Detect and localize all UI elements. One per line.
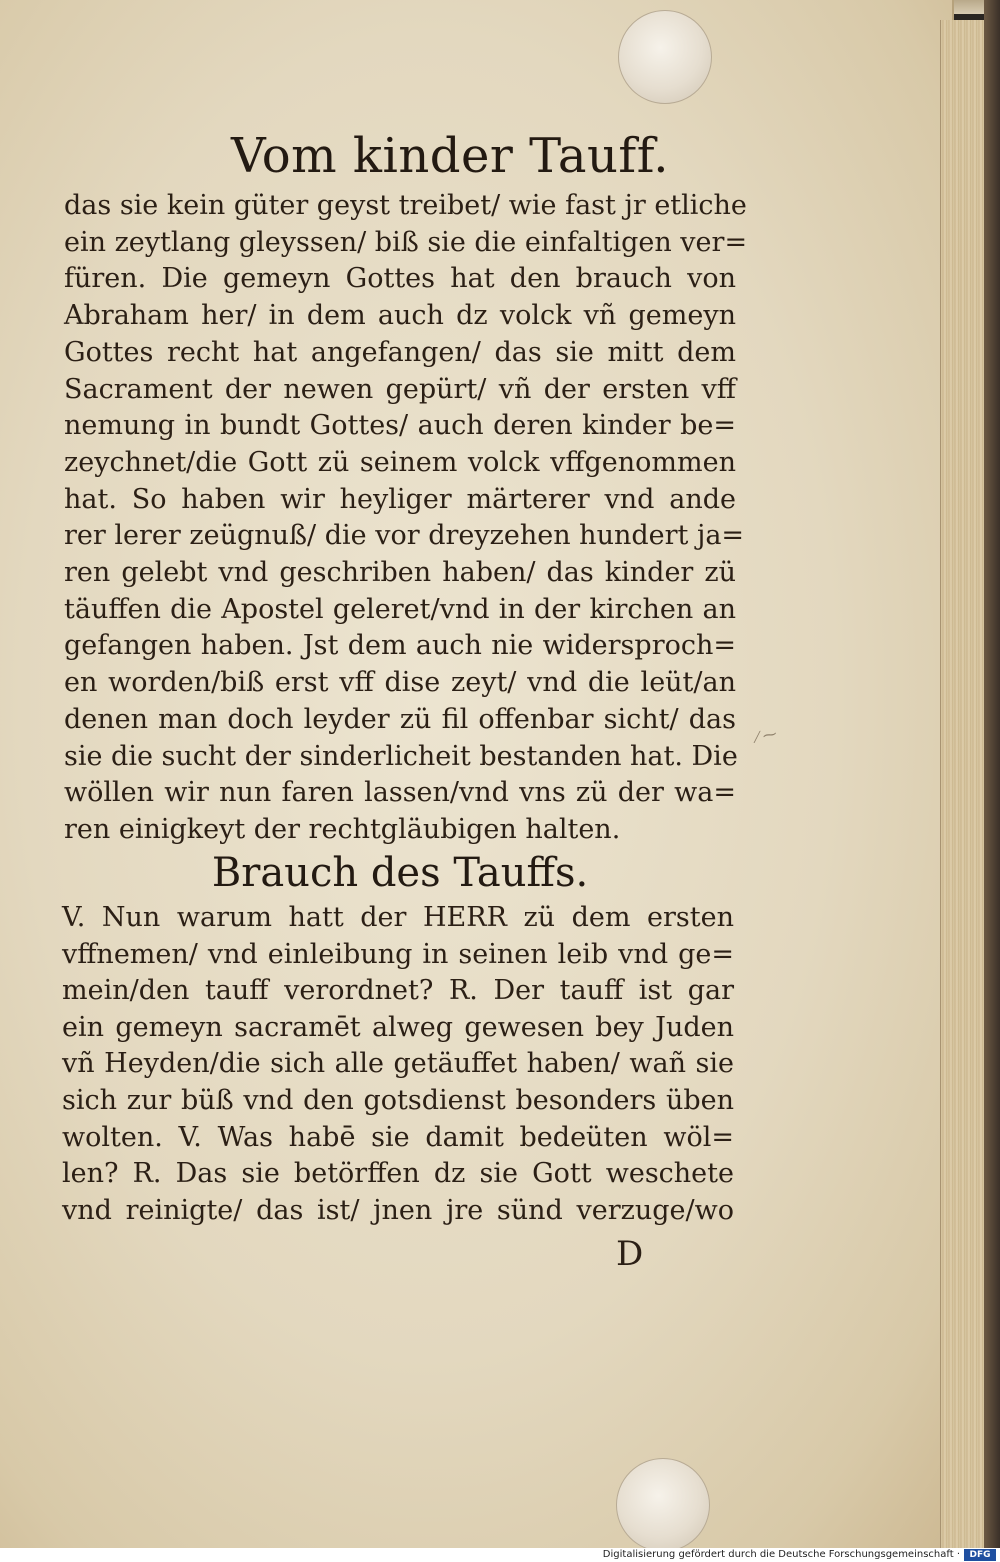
text-line: ein zeytlang gleyssen/ biß sie die einfaltigen ver=	[64, 226, 748, 258]
text-line: ein gemeyn sacramēt alweg gewesen bey Juden	[62, 1011, 734, 1043]
text-line: füren. Die gemeyn Gottes hat den brauch von	[64, 263, 736, 295]
page-clip-bottom	[616, 1458, 710, 1552]
signature-mark: D	[616, 1234, 644, 1274]
book-edge	[984, 0, 1000, 1548]
footer-bar	[0, 1548, 1000, 1562]
text-line: sich zur büß vnd den gotsdienst besonders üben	[62, 1084, 734, 1116]
text-line: rer lerer zeügnuß/ die vor dreyzehen hundert ja=	[64, 520, 745, 552]
running-head: Vom kinder Tauff.	[230, 128, 669, 184]
dfg-logo[interactable]: DFG	[964, 1549, 996, 1561]
paragraph-2	[62, 900, 734, 1229]
page-edges	[940, 20, 985, 1548]
text-line: vnd reinigte/ das ist/ jnen jre sünd verzuge/wo	[62, 1194, 734, 1226]
footer-credit: Digitalisierung gefördert durch die Deutsche Forschungsgemeinschaft ·	[602, 1549, 960, 1560]
text-line: wolten. V. Was habē sie damit bedeüten wöl=	[62, 1121, 734, 1153]
text-line: len? R. Das sie betörffen dz sie Gott weschete	[62, 1158, 734, 1190]
page-clip-top	[618, 10, 712, 104]
text-line: V. Nun warum hatt der HERR zü dem ersten	[62, 902, 734, 933]
text-line: Gottes recht hat angefangen/ das sie mitt dem	[64, 336, 736, 368]
text-line: zeychnet/die Gott zü seinem volck vffgenommen	[64, 446, 736, 478]
text-line: vñ Heyden/die sich alle getäuffet haben/ wañ sie	[62, 1048, 734, 1080]
text-line: vffnemen/ vnd einleibung in seinen leib vnd ge=	[62, 938, 734, 970]
paragraph-1	[64, 188, 748, 849]
text-line: ren einigkeyt der rechtgläubigen halten.	[64, 813, 621, 845]
margin-pencil-mark: ⁄ ⁓	[754, 726, 779, 746]
text-line: sie die sucht der sinderlicheit bestanden hat. Die	[64, 740, 738, 772]
text-line: täuffen die Apostel geleret/vnd in der kirchen an	[64, 593, 736, 625]
text-line: nemung in bundt Gottes/ auch deren kinder be=	[64, 410, 736, 442]
text-line: ren gelebt vnd geschriben haben/ das kinder zü	[64, 557, 736, 589]
text-line: mein/den tauff verordnet? R. Der tauff ist gar	[62, 975, 734, 1007]
text-line: denen man doch leyder zü fil offenbar sicht/ das	[64, 703, 736, 735]
text-line: hat. So haben wir heyliger märterer vnd ande	[64, 483, 736, 515]
text-line: gefangen haben. Jst dem auch nie widersproch=	[64, 630, 736, 662]
text-line: Abraham her/ in dem auch dz volck vñ gemeyn	[64, 300, 736, 332]
text-line: Sacrament der newen gepürt/ vñ der ersten vff	[64, 373, 736, 405]
section-heading: Brauch des Tauffs.	[211, 850, 589, 896]
text-line: wöllen wir nun faren lassen/vnd vns zü der wa=	[64, 777, 736, 809]
text-line: das sie kein güter geyst treibet/ wie fast jr etliche	[64, 190, 747, 221]
text-line: en worden/biß erst vff dise zeyt/ vnd die leüt/an	[64, 667, 736, 699]
